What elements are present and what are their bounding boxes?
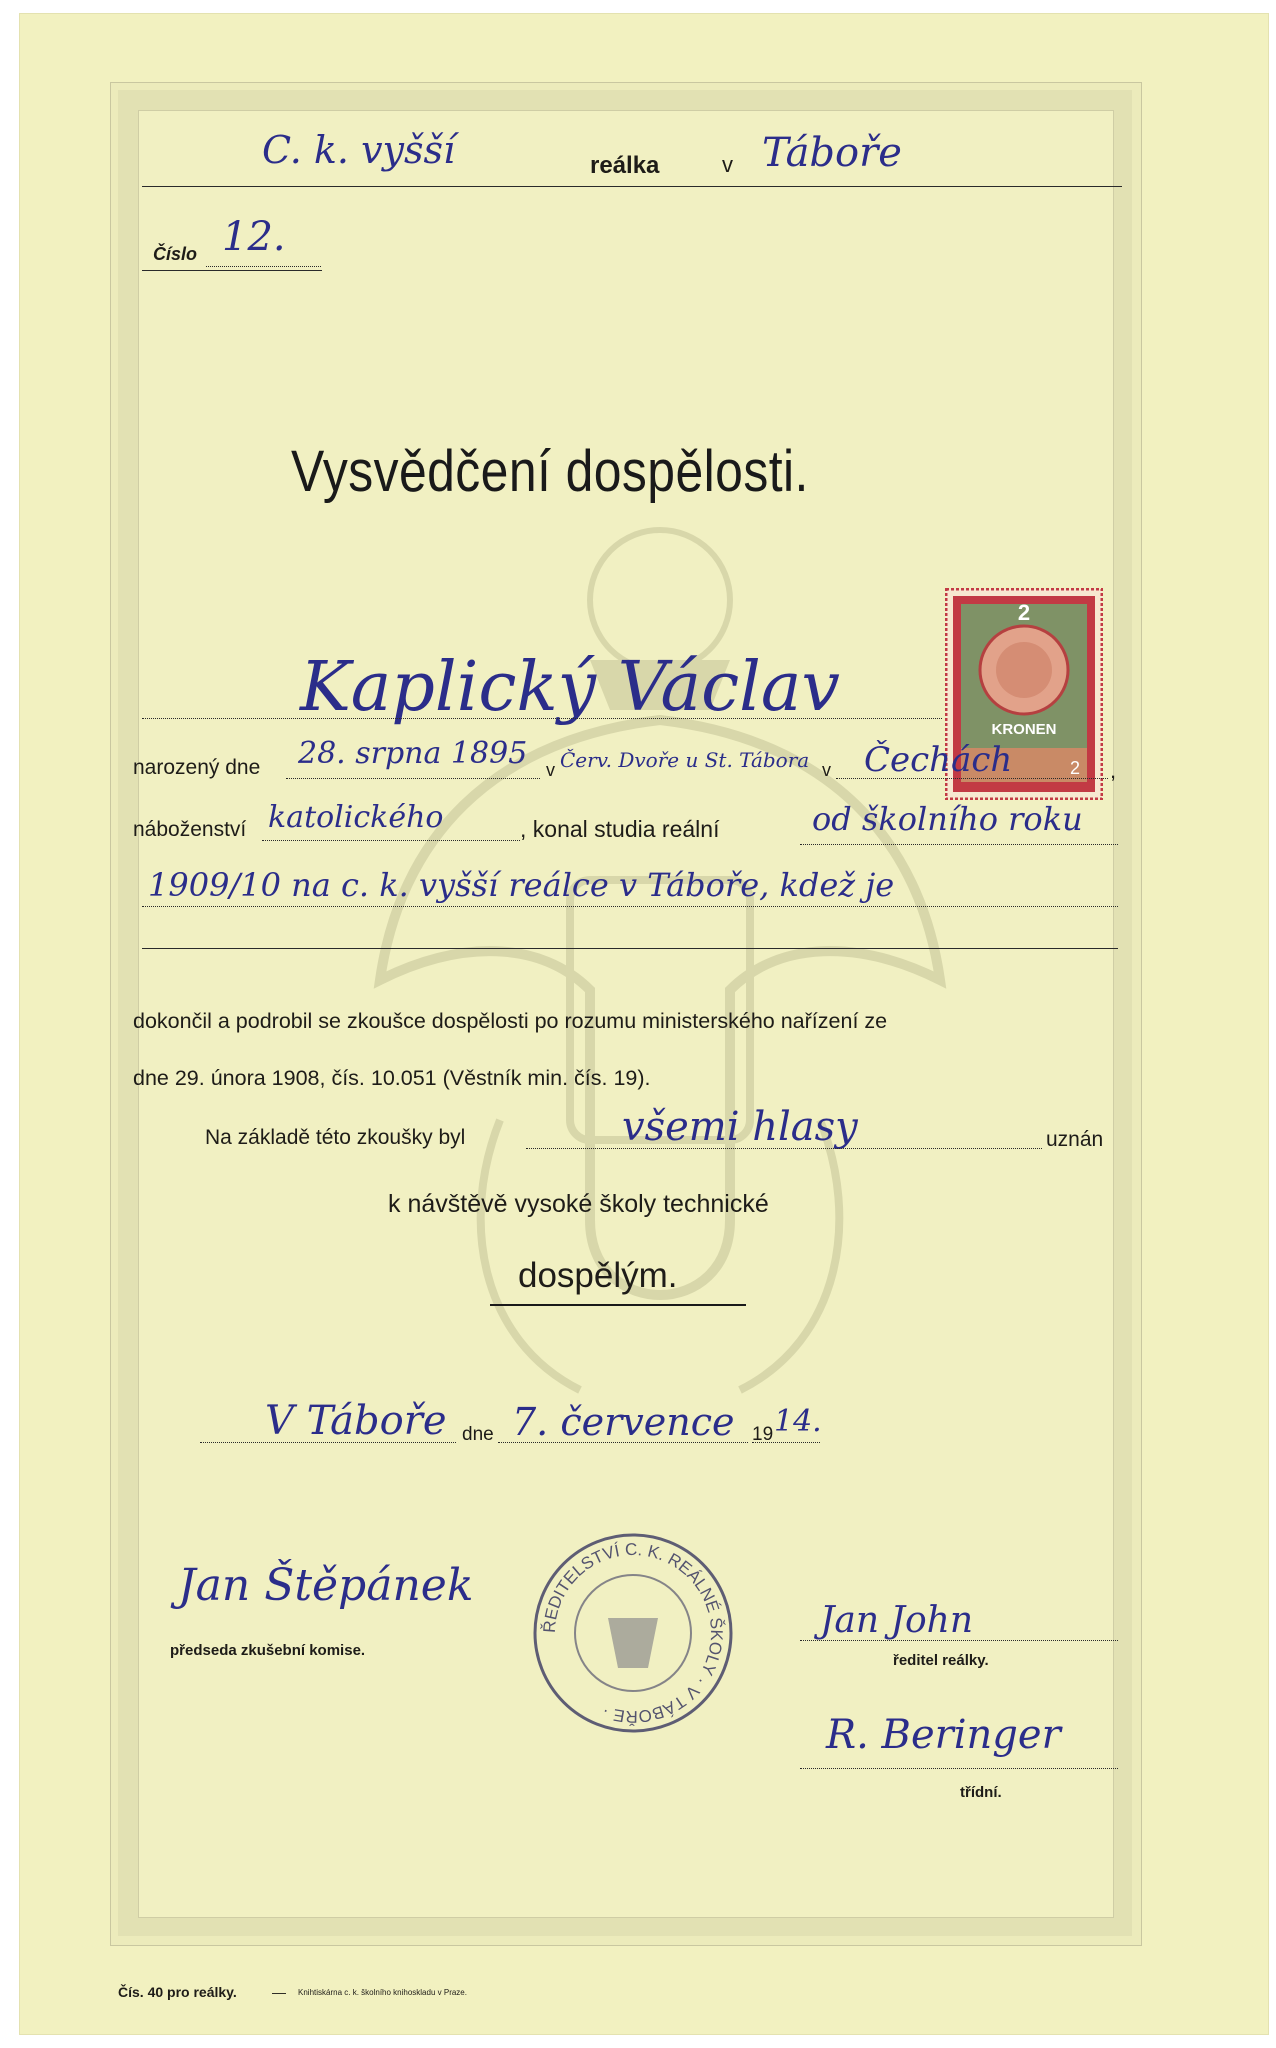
- cislo-line: [206, 266, 321, 267]
- issue-date-line: [498, 1442, 748, 1443]
- document-title: Vysvědčení dospělosti.: [291, 439, 809, 504]
- stamp-value-small: 2: [1069, 758, 1081, 778]
- born-place-handwritten: Červ. Dvoře u St. Tábora: [560, 748, 810, 772]
- born-date-line: [286, 778, 540, 779]
- cislo-rule: [142, 270, 322, 271]
- year-prefix: 19: [752, 1424, 774, 1445]
- issue-place-line: [200, 1442, 456, 1443]
- result-line: [526, 1148, 1042, 1149]
- born-v1-label: v: [546, 760, 555, 780]
- result-votes-handwritten: všemi hlasy: [622, 1104, 858, 1150]
- religion-line: [262, 840, 520, 841]
- studies-line: [800, 844, 1118, 845]
- cislo-label: Číslo: [153, 244, 198, 264]
- result-verdict: dospělým.: [518, 1256, 678, 1295]
- born-date-handwritten: 28. srpna 1895: [298, 736, 528, 771]
- blank-rule: [142, 948, 1118, 949]
- school-seal: [528, 1528, 738, 1738]
- year-line: [752, 1442, 820, 1443]
- year-handwritten: 14.: [774, 1404, 822, 1439]
- v-label: v: [722, 152, 733, 177]
- exam-paragraph-line2: dne 29. února 1908, čís. 10.051 (Věstník min. čís. 19).: [133, 1066, 651, 1090]
- class-teacher-signature-handwritten: R. Beringer: [826, 1712, 1061, 1758]
- seal-text: ŘEDITELSTVÍ C. K. REÁLNÉ ŠKOLY · V TÁBOŘE ·: [539, 1539, 727, 1727]
- issue-date-handwritten: 7. července: [512, 1400, 735, 1444]
- student-name-handwritten: Kaplický Václav: [300, 648, 840, 727]
- studies-start-handwritten: od školního roku: [812, 800, 1083, 838]
- dne-label: dne: [462, 1424, 494, 1445]
- result-purpose: k návštěvě vysoké školy technické: [388, 1190, 769, 1218]
- realka-label: reálka: [590, 152, 660, 179]
- name-line: [142, 718, 942, 719]
- born-v2-label: v: [822, 760, 831, 780]
- religion-handwritten: katolického: [268, 800, 444, 835]
- result-prefix: Na základě této zkoušky byl: [205, 1126, 466, 1149]
- cislo-number-handwritten: 12.: [222, 214, 286, 260]
- born-land-line: [836, 778, 1108, 779]
- studies-continued-handwritten: 1909/10 na c. k. vyšší reálce v Táboře, kdež je: [148, 866, 895, 904]
- header-rule: [142, 186, 1122, 187]
- school-type-handwritten: C. k. vyšší: [262, 128, 456, 172]
- studies-label: , konal studia reální: [520, 816, 720, 842]
- religion-label: náboženství: [133, 818, 247, 841]
- born-land-handwritten: Čechách: [864, 740, 1013, 780]
- director-line: [800, 1640, 1118, 1641]
- exam-paragraph-line1: dokončil a podrobil se zkoušce dospělosti po rozumu ministerského nařízení ze: [133, 1009, 888, 1033]
- printer-imprint: Knihtiskárna c. k. školního knihoskladu v Praze.: [298, 1988, 467, 1997]
- chair-role: předseda zkušební komise.: [170, 1642, 366, 1659]
- footer-dash: —: [272, 1984, 286, 2000]
- born-label: narozený dne: [133, 756, 261, 779]
- issue-place-handwritten: V Táboře: [265, 1398, 447, 1444]
- class-teacher-line: [800, 1768, 1118, 1769]
- stamp-currency: KRONEN: [991, 721, 1057, 738]
- school-town-handwritten: Táboře: [762, 130, 902, 176]
- chair-signature-handwritten: Jan Štěpánek: [178, 1560, 474, 1611]
- form-number: Čís. 40 pro reálky.: [118, 1984, 237, 2000]
- verdict-underline: [490, 1304, 746, 1306]
- stamp-value: 2: [1017, 600, 1031, 625]
- director-role: ředitel reálky.: [893, 1652, 989, 1669]
- director-signature-handwritten: Jan John: [820, 1600, 973, 1641]
- result-suffix: uznán: [1046, 1128, 1104, 1151]
- born-comma: ,: [1110, 758, 1117, 783]
- studies-line-2: [142, 906, 1118, 907]
- class-teacher-role: třídní.: [960, 1784, 1002, 1801]
